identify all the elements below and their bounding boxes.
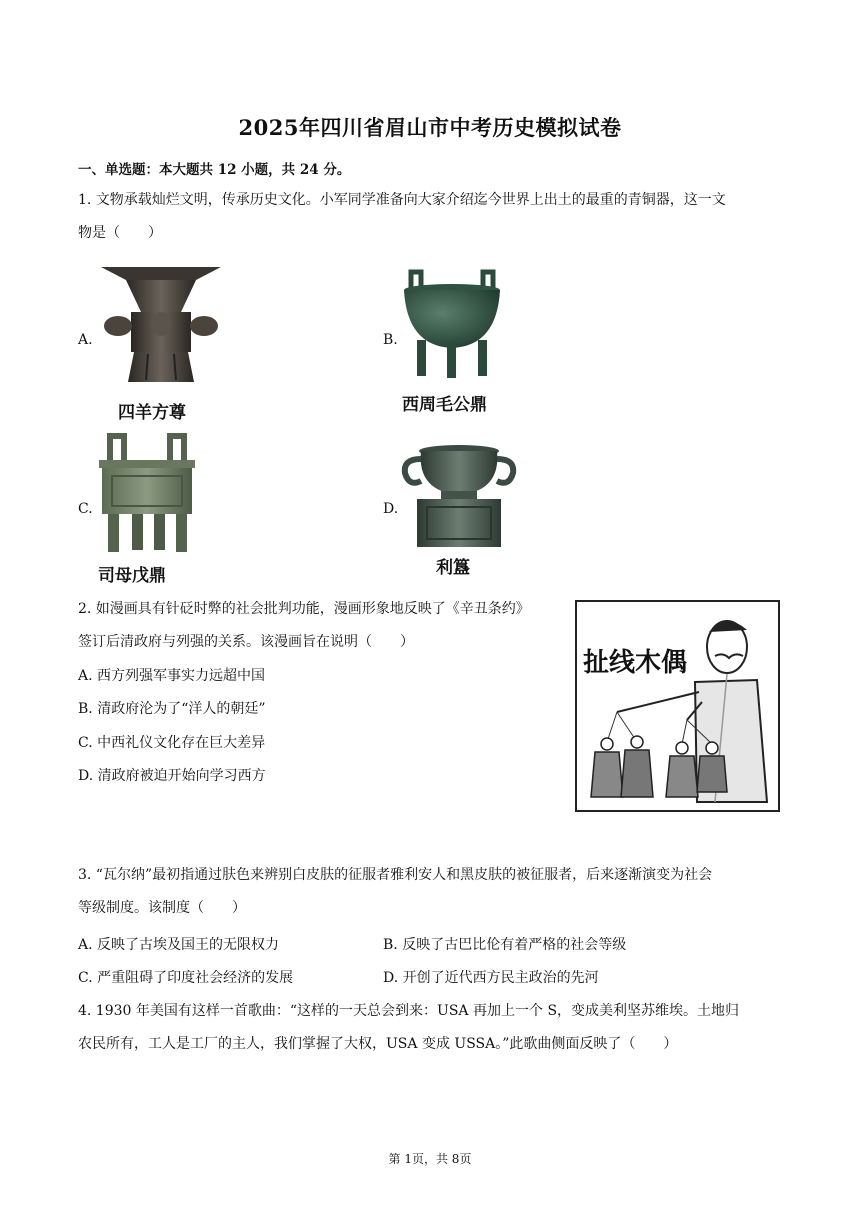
q1-option-b-caption: 西周毛公鼎 <box>402 395 487 415</box>
q4-stem-line2: 农民所有，工人是工厂的主人，我们掌握了大权，USA 变成 USSA。”此歌曲侧面反映了（ ） <box>78 1036 678 1052</box>
q3-option-a: A. 反映了古埃及国王的无限权力 <box>78 937 280 953</box>
li-gui-image <box>399 443 519 551</box>
q3-stem-line2: 等级制度。该制度（ ） <box>78 900 246 916</box>
q3-stem-line1: 3. “瓦尔纳”最初指通过肤色来辨别白皮肤的征服者雅利安人和黑皮肤的被征服者，后来逐渐演变为社会 <box>78 867 713 883</box>
q1-option-b-letter: B. <box>383 332 398 348</box>
q1-option-d-letter: D. <box>383 501 399 517</box>
q1-option-a-letter: A. <box>78 332 93 348</box>
q4-stem-line1: 4. 1930 年美国有这样一首歌曲：“这样的一天总会到来：USA 再加上一个 S，变成美利坚苏维埃。土地归 <box>78 1003 740 1019</box>
q2-stem-line1: 2. 如漫画具有针砭时弊的社会批判功能，漫画形象地反映了《辛丑条约》 <box>78 601 530 617</box>
q1-option-a-caption: 四羊方尊 <box>118 403 186 423</box>
si-mu-wu-ding-image <box>96 432 198 554</box>
section-heading: 一、单选题：本大题共 12 小题，共 24 分。 <box>78 162 351 178</box>
q1-option-c-letter: C. <box>78 501 93 517</box>
q1-option-c-caption: 司母戊鼎 <box>98 566 166 586</box>
q1-option-d-caption: 利簋 <box>436 558 470 578</box>
q3-option-c: C. 严重阻碍了印度社会经济的发展 <box>78 970 294 986</box>
q3-option-b: B. 反映了古巴比伦有着严格的社会等级 <box>383 937 627 953</box>
cartoon-title: 扯线木偶 <box>583 648 688 678</box>
mao-gong-ding-image <box>397 268 507 380</box>
q2-option-a: A. 西方列强军事实力远超中国 <box>78 668 266 684</box>
q2-option-c: C. 中西礼仪文化存在巨大差异 <box>78 735 266 751</box>
q2-option-d: D. 清政府被迫开始向学习西方 <box>78 768 266 784</box>
puppet-cartoon <box>575 600 780 812</box>
q1-stem-line1: 1. 文物承载灿烂文明，传承历史文化。小军同学准备向大家介绍迄今世界上出土的最重的青铜器，这一文 <box>78 192 726 208</box>
puppeteer-drawing <box>577 602 778 810</box>
page-footer: 第 1页，共 8页 <box>388 1152 472 1166</box>
q1-stem-line2: 物是（ ） <box>78 225 162 241</box>
four-ram-zun-image <box>96 262 226 387</box>
q2-option-b: B. 清政府沦为了“洋人的朝廷” <box>78 701 266 717</box>
page-title: 2025年四川省眉山市中考历史模拟试卷 <box>238 115 622 140</box>
q2-stem-line2: 签订后清政府与列强的关系。该漫画旨在说明（ ） <box>78 634 414 650</box>
q3-option-d: D. 开创了近代西方民主政治的先河 <box>383 970 599 986</box>
